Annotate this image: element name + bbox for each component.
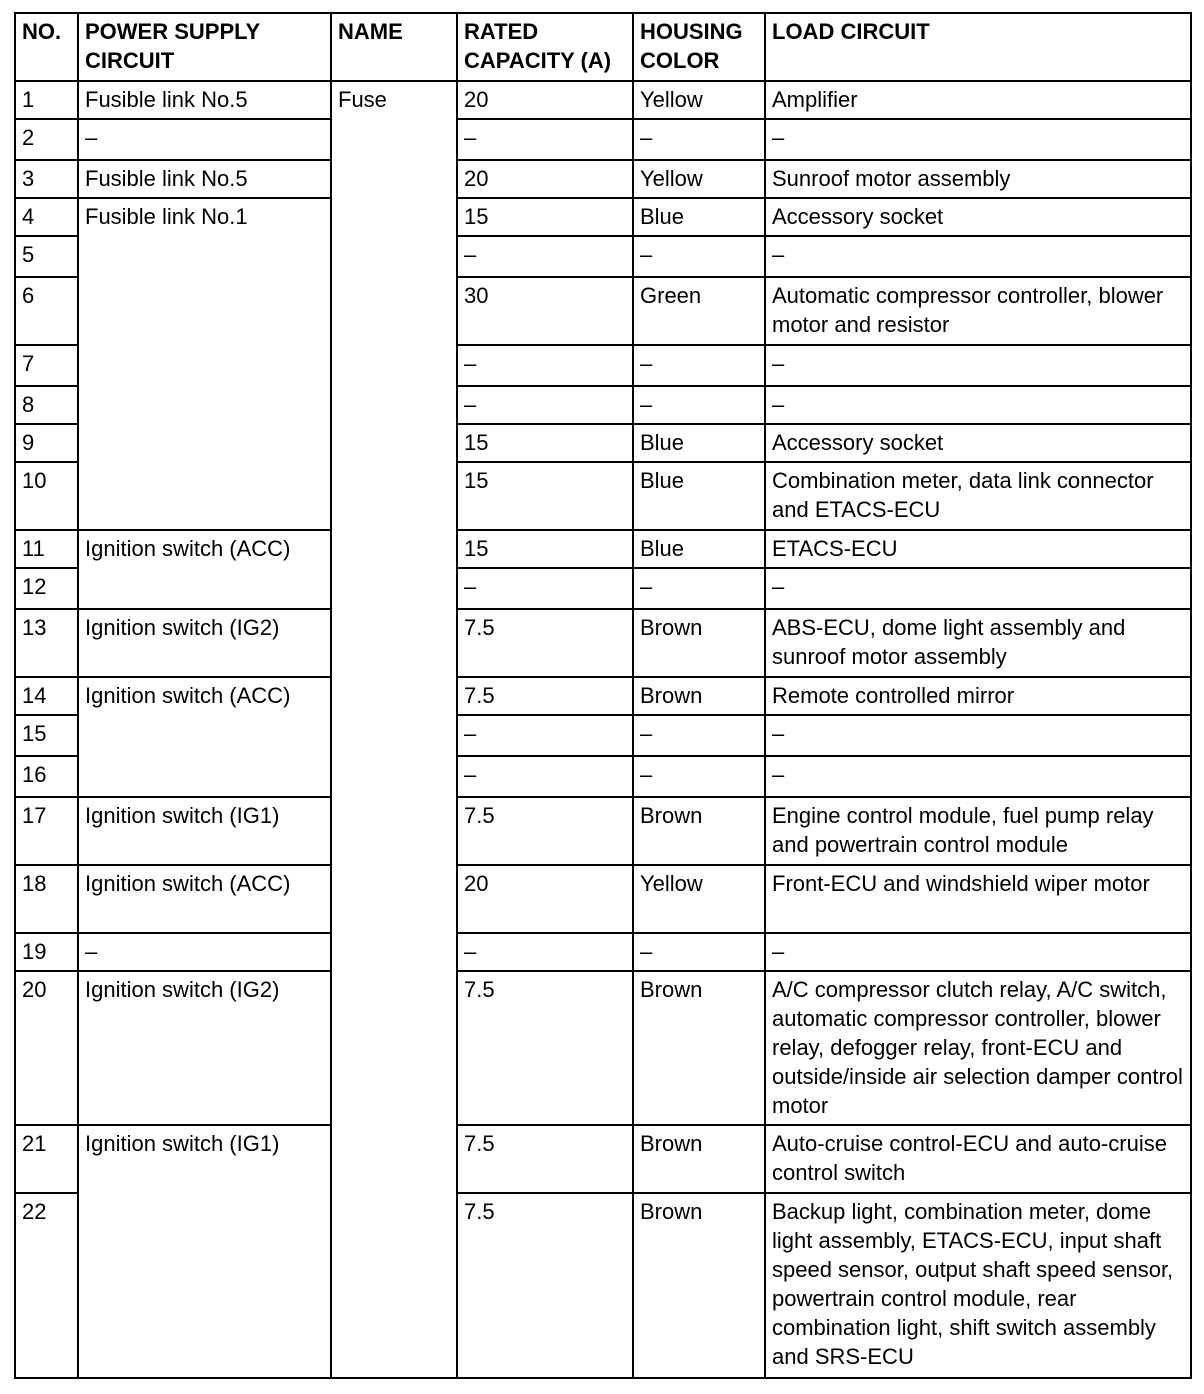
cell-rated-capacity: 15 (457, 424, 633, 462)
cell-no: 14 (15, 677, 78, 715)
cell-rated-capacity: 7.5 (457, 797, 633, 865)
cell-housing-color: Brown (633, 609, 765, 677)
cell-rated-capacity: 20 (457, 81, 633, 119)
cell-load-circuit: Sunroof motor assembly (765, 160, 1191, 198)
cell-load-circuit: Accessory socket (765, 198, 1191, 236)
cell-rated-capacity: 15 (457, 198, 633, 236)
cell-no: 15 (15, 715, 78, 756)
cell-housing-color: Brown (633, 1193, 765, 1378)
cell-no: 17 (15, 797, 78, 865)
cell-rated-capacity: – (457, 236, 633, 277)
cell-no: 7 (15, 345, 78, 386)
table-body (15, 81, 1191, 1378)
cell-rated-capacity: 7.5 (457, 677, 633, 715)
cell-rated-capacity: 30 (457, 277, 633, 345)
cell-rated-capacity: 7.5 (457, 1193, 633, 1378)
cell-no: 8 (15, 386, 78, 424)
cell-no: 9 (15, 424, 78, 462)
cell-housing-color: Yellow (633, 160, 765, 198)
cell-housing-color: Brown (633, 1125, 765, 1193)
cell-rated-capacity: – (457, 756, 633, 797)
cell-housing-color: Blue (633, 424, 765, 462)
cell-load-circuit: – (765, 345, 1191, 386)
cell-load-circuit: Automatic compressor controller, blower motor and resistor (765, 277, 1191, 345)
cell-no: 4 (15, 198, 78, 236)
cell-power-supply-circuit: Fusible link No.1 (78, 198, 331, 530)
cell-housing-color: – (633, 345, 765, 386)
cell-no: 21 (15, 1125, 78, 1193)
cell-load-circuit: A/C compressor clutch relay, A/C switch, automatic compressor controller, blower relay, defogger relay, front-ECU and outside/inside air selection damper control motor (765, 971, 1191, 1125)
cell-power-supply-circuit: Ignition switch (IG1) (78, 1125, 331, 1378)
cell-power-supply-circuit: Ignition switch (IG1) (78, 797, 331, 865)
header-name: NAME (331, 13, 457, 81)
table-row (15, 933, 1191, 971)
cell-housing-color: – (633, 715, 765, 756)
header-housing-color: HOUSING COLOR (633, 13, 765, 81)
cell-no: 22 (15, 1193, 78, 1378)
cell-rated-capacity: – (457, 715, 633, 756)
table-row (15, 198, 1191, 236)
cell-load-circuit: Combination meter, data link connector and ETACS-ECU (765, 462, 1191, 530)
table-row (15, 797, 1191, 865)
table-row (15, 865, 1191, 933)
cell-rated-capacity: – (457, 933, 633, 971)
cell-rated-capacity: 7.5 (457, 971, 633, 1125)
cell-power-supply-circuit: Ignition switch (IG2) (78, 609, 331, 677)
cell-load-circuit: ABS-ECU, dome light assembly and sunroof motor assembly (765, 609, 1191, 677)
cell-load-circuit: Front-ECU and windshield wiper motor (765, 865, 1191, 933)
cell-load-circuit: – (765, 386, 1191, 424)
cell-rated-capacity: – (457, 568, 633, 609)
cell-power-supply-circuit: Fusible link No.5 (78, 160, 331, 198)
header-rated-capacity: RATED CAPACITY (A) (457, 13, 633, 81)
cell-load-circuit: – (765, 756, 1191, 797)
cell-housing-color: Yellow (633, 81, 765, 119)
cell-power-supply-circuit: Ignition switch (ACC) (78, 677, 331, 797)
table-row (15, 119, 1191, 160)
cell-rated-capacity: 20 (457, 160, 633, 198)
cell-rated-capacity: – (457, 119, 633, 160)
cell-housing-color: Brown (633, 971, 765, 1125)
cell-power-supply-circuit: Ignition switch (ACC) (78, 865, 331, 933)
cell-power-supply-circuit: Ignition switch (ACC) (78, 530, 331, 609)
header-power-supply-circuit: POWER SUPPLY CIRCUIT (78, 13, 331, 81)
fuse-table (14, 12, 1192, 1379)
cell-load-circuit: – (765, 568, 1191, 609)
cell-rated-capacity: – (457, 386, 633, 424)
cell-housing-color: Green (633, 277, 765, 345)
cell-housing-color: – (633, 236, 765, 277)
cell-no: 6 (15, 277, 78, 345)
cell-housing-color: – (633, 568, 765, 609)
cell-housing-color: – (633, 756, 765, 797)
cell-housing-color: Blue (633, 462, 765, 530)
cell-load-circuit: – (765, 236, 1191, 277)
cell-no: 13 (15, 609, 78, 677)
cell-load-circuit: – (765, 119, 1191, 160)
cell-no: 16 (15, 756, 78, 797)
cell-no: 3 (15, 160, 78, 198)
cell-rated-capacity: – (457, 345, 633, 386)
cell-no: 5 (15, 236, 78, 277)
cell-housing-color: – (633, 386, 765, 424)
cell-load-circuit: ETACS-ECU (765, 530, 1191, 568)
cell-power-supply-circuit: – (78, 933, 331, 971)
cell-housing-color: Yellow (633, 865, 765, 933)
cell-no: 2 (15, 119, 78, 160)
cell-power-supply-circuit: Fusible link No.5 (78, 81, 331, 119)
header-no: NO. (15, 13, 78, 81)
table-row (15, 81, 1191, 119)
table-row (15, 160, 1191, 198)
cell-no: 1 (15, 81, 78, 119)
cell-load-circuit: – (765, 933, 1191, 971)
cell-rated-capacity: 15 (457, 462, 633, 530)
cell-load-circuit: Amplifier (765, 81, 1191, 119)
table-row (15, 530, 1191, 568)
cell-housing-color: Brown (633, 677, 765, 715)
cell-housing-color: – (633, 933, 765, 971)
cell-rated-capacity: 20 (457, 865, 633, 933)
table-row (15, 1125, 1191, 1193)
cell-no: 20 (15, 971, 78, 1125)
cell-no: 19 (15, 933, 78, 971)
header-load-circuit: LOAD CIRCUIT (765, 13, 1191, 81)
cell-housing-color: Blue (633, 530, 765, 568)
cell-no: 11 (15, 530, 78, 568)
table-row (15, 971, 1191, 1125)
cell-power-supply-circuit: Ignition switch (IG2) (78, 971, 331, 1125)
cell-housing-color: Blue (633, 198, 765, 236)
cell-housing-color: – (633, 119, 765, 160)
cell-rated-capacity: 7.5 (457, 1125, 633, 1193)
cell-load-circuit: Accessory socket (765, 424, 1191, 462)
cell-no: 10 (15, 462, 78, 530)
cell-no: 18 (15, 865, 78, 933)
cell-rated-capacity: 7.5 (457, 609, 633, 677)
cell-power-supply-circuit: – (78, 119, 331, 160)
table-header-row (15, 13, 1191, 81)
cell-name: Fuse (331, 81, 457, 1378)
cell-load-circuit: Auto-cruise control-ECU and auto-cruise control switch (765, 1125, 1191, 1193)
table-row (15, 609, 1191, 677)
cell-load-circuit: Backup light, combination meter, dome light assembly, ETACS-ECU, input shaft speed sensor, output shaft speed sensor, powertrain control module, rear combination light, shift switch assembly and SRS-ECU (765, 1193, 1191, 1378)
cell-no: 12 (15, 568, 78, 609)
cell-load-circuit: Remote controlled mirror (765, 677, 1191, 715)
cell-load-circuit: – (765, 715, 1191, 756)
cell-rated-capacity: 15 (457, 530, 633, 568)
cell-housing-color: Brown (633, 797, 765, 865)
table-row (15, 677, 1191, 715)
cell-load-circuit: Engine control module, fuel pump relay and powertrain control module (765, 797, 1191, 865)
